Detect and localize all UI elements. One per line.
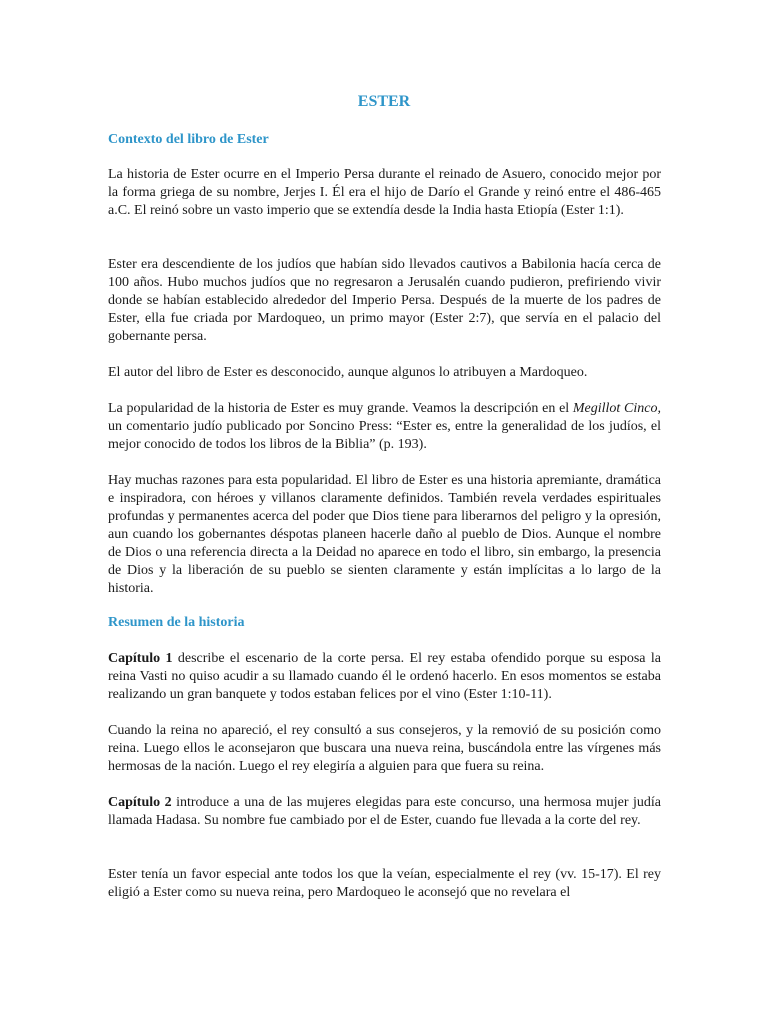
paragraph: Cuando la reina no apareció, el rey consultó a sus consejeros, y la removió de su posición como reina. Luego ellos le aconsejaron que buscara una nueva reina, buscándola entre las vírgenes más hermosas de la nación. Luego el rey elegiría a alguien para que fuera su reina. xyxy=(108,723,661,774)
paragraph xyxy=(108,794,661,830)
paragraph-text: La popularidad de la historia de Ester es muy grande. Veamos la descripción en el xyxy=(108,401,573,416)
paragraph-text: describe el escenario de la corte persa. El rey estaba ofendido porque su esposa la reina Vasti no quiso acudir a su llamado cuando él le ordenó hacerlo. En esos momentos se estaba realizando un gran banquete y todos estaban felices por el vino (Ester 1:10-11). xyxy=(108,651,662,702)
document-title: ESTER xyxy=(357,93,411,110)
paragraph: Ester era descendiente de los judíos que habían sido llevados cautivos a Babilonia hacía cerca de 100 años. Hubo muchos judíos que no regresaron a Jerusalén cuando pudieron, prefiriendo vivir donde se habían establecido alrededor del Imperio Persa. Después de la muerte de los padres de Ester, ella fue criada por Mardoqueo, un primo mayor (Ester 2:7), que servía en el palacio del gobernante persa. xyxy=(108,257,661,344)
paragraph: Ester tenía un favor especial ante todos los que la veían, especialmente el rey (vv. 15-17). El rey eligió a Ester como su nueva reina, pero Mardoqueo le aconsejó que no revelara el xyxy=(108,867,661,900)
chapter-label: Capítulo 2 xyxy=(108,795,172,810)
paragraph-text: un comentario judío publicado por Soncino Press: “Ester es, entre la generalidad de los judíos, el mejor conocido de todos los libros de la Biblia” (p. 193). xyxy=(108,419,661,452)
paragraph: La historia de Ester ocurre en el Imperio Persa durante el reinado de Asuero, conocido mejor por la forma griega de su nombre, Jerjes I. Él era el hijo de Darío el Grande y reinó entre el 486-465 a.C. El reinó sobre un vasto imperio que se extendía desde la India hasta Etiopía (Ester 1:1). xyxy=(108,167,661,218)
paragraph: El autor del libro de Ester es desconocido, aunque algunos lo atribuyen a Mardoqueo. xyxy=(108,365,588,380)
paragraph-text: introduce a una de las mujeres elegidas para este concurso, una hermosa mujer judía llamada Hadasa. Su nombre fue cambiado por el de Ester, cuando fue llevada a la corte del rey. xyxy=(108,795,661,828)
book-title-italic: Megillot Cinco, xyxy=(572,401,661,416)
paragraph: Hay muchas razones para esta popularidad. El libro de Ester es una historia apremiante, dramática e inspiradora, con héroes y villanos claramente definidos. También revela verdades espirituales profundas y permanentes acerca del poder que Dios tiene para liberarnos del peligro y la opresión, aun cuando los gobernantes déspotas planeen hacerle daño al pueblo de Dios. Aunque el nombre de Dios o una referencia directa a la Deidad no aparece en todo el libro, sin embargo, la presencia de Dios y la liberación de su pueblo se sienten claramente y están implícitas a lo largo de la historia. xyxy=(108,473,661,596)
paragraph xyxy=(108,400,661,454)
chapter-label: Capítulo 1 xyxy=(108,651,173,666)
section-heading-context: Contexto del libro de Ester xyxy=(108,132,269,147)
paragraph xyxy=(108,650,661,704)
section-heading-summary: Resumen de la historia xyxy=(108,615,245,630)
